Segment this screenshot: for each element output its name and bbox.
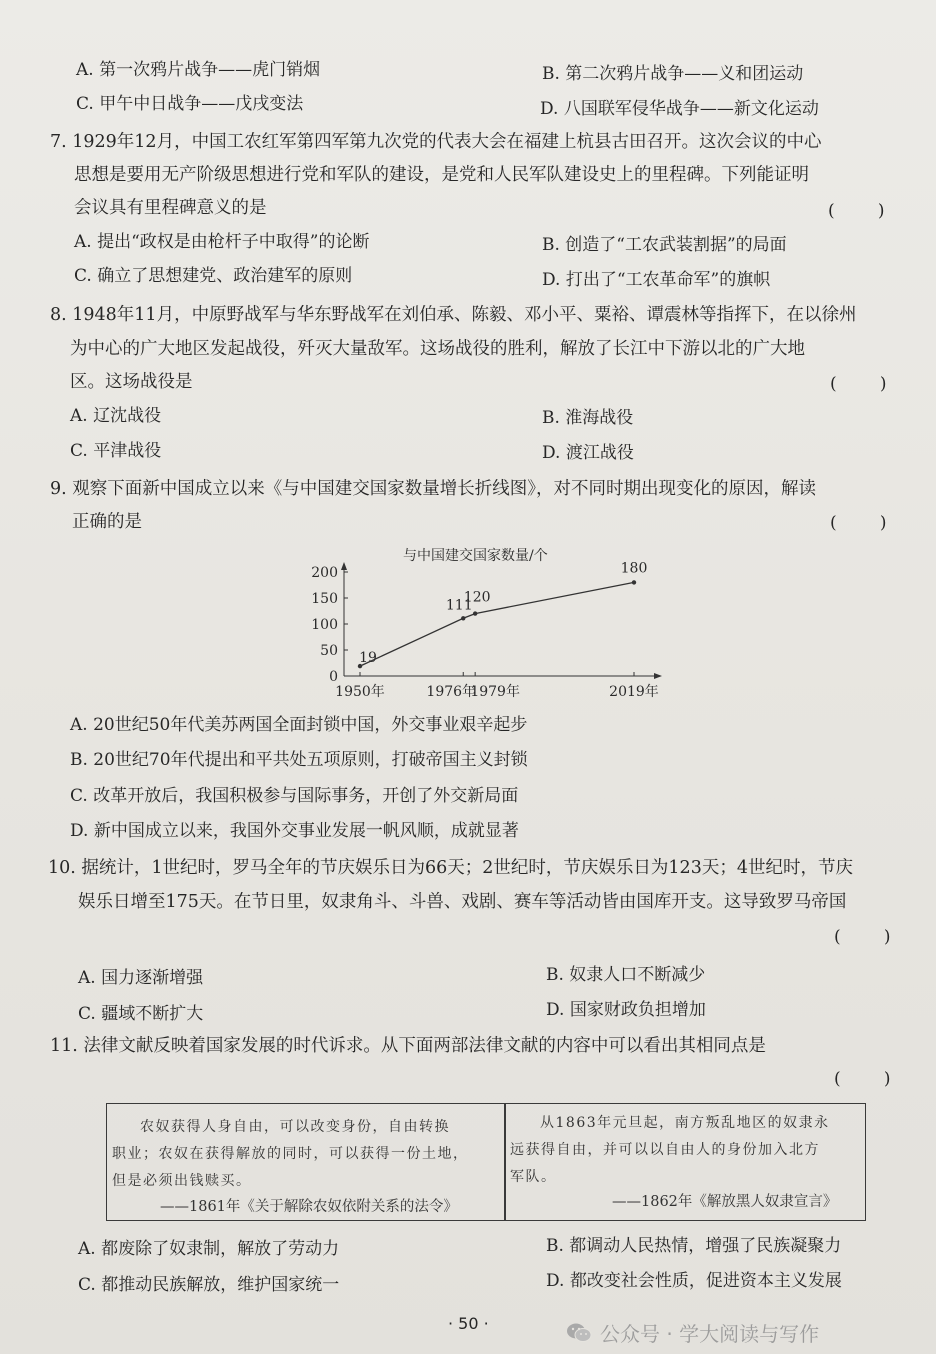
y-axis-arrow <box>341 562 347 570</box>
q6-option-d: D. 八国联军侵华战争——新文化运动 <box>540 99 819 119</box>
y-tick-label: 200 <box>311 565 338 581</box>
q7-option-b: B. 创造了“工农武装割据”的局面 <box>542 235 787 255</box>
y-tick-label: 100 <box>311 617 338 633</box>
x-tick-label: 1950年 <box>335 684 385 700</box>
q8-answer-blank: ( ) <box>830 374 887 394</box>
y-tick-label: 150 <box>311 591 338 607</box>
q7-option-d: D. 打出了“工农革命军”的旗帜 <box>542 270 771 290</box>
q9-option-c: C. 改革开放后，我国积极参与国际事务，开创了外交新局面 <box>70 786 519 806</box>
wechat-icon <box>566 1322 592 1344</box>
page-number: · 50 · <box>448 1314 489 1333</box>
doc-left-line-1: 农奴获得人身自由，可以改变身份，自由转换 <box>140 1119 450 1135</box>
q7-answer-blank: ( ) <box>828 201 885 221</box>
q7-option-a: A. 提出“政权是由枪杆子中取得”的论断 <box>74 232 370 252</box>
q8-stem-line-2: 为中心的广大地区发起战役，歼灭大量敌军。这场战役的胜利，解放了长江中下游以北的广大地 <box>70 339 805 359</box>
doc-left-line-3: 但是必须出钱赎买。 <box>112 1173 252 1189</box>
series-line <box>360 582 634 666</box>
data-point <box>632 580 636 584</box>
data-label: 120 <box>463 589 491 606</box>
doc-left-source: ——1861年《关于解除农奴依附关系的法令》 <box>160 1199 458 1215</box>
doc-right-line-3: 军队。 <box>510 1169 557 1185</box>
data-label: 180 <box>620 560 648 577</box>
q9-option-b: B. 20世纪70年代提出和平共处五项原则，打破帝国主义封锁 <box>70 750 528 770</box>
q7-stem-line-3: 会议具有里程碑意义的是 <box>74 198 267 218</box>
q7-option-c: C. 确立了思想建党、政治建军的原则 <box>74 266 353 286</box>
watermark-text: 公众号 · 学大阅读与写作 <box>600 1322 820 1346</box>
q7-stem-line-2: 思想是要用无产阶级思想进行党和军队的建设，是党和人民军队建设史上的里程碑。下列能证明 <box>74 165 809 185</box>
q8-option-c: C. 平津战役 <box>70 441 162 461</box>
q11-stem: 11. 法律文献反映着国家发展的时代诉求。从下面两部法律文献的内容中可以看出其相同点是 <box>50 1036 766 1056</box>
q10-answer-blank: ( ) <box>834 927 891 947</box>
watermark <box>566 1318 819 1347</box>
doc-right-source: ——1862年《解放黑人奴隶宣言》 <box>612 1194 838 1210</box>
data-label: 111 <box>445 597 473 614</box>
q9-stem-line-1: 9. 观察下面新中国成立以来《与中国建交国家数量增长折线图》，对不同时期出现变化的原因，解读 <box>50 479 817 499</box>
q9-option-d: D. 新中国成立以来，我国外交事业发展一帆风顺，成就显著 <box>70 821 519 841</box>
q8-stem-line-3: 区。这场战役是 <box>70 372 193 392</box>
q7-stem-line-1: 7. 1929年12月，中国工农红军第四军第九次党的代表大会在福建上杭县古田召开。这次会议的中心 <box>50 132 822 152</box>
q11-option-c: C. 都推动民族解放，维护国家统一 <box>78 1275 340 1295</box>
q9-stem-line-2: 正确的是 <box>72 512 142 532</box>
q10-option-d: D. 国家财政负担增加 <box>546 1000 706 1020</box>
q6-option-c: C. 甲午中日战争——戊戌变法 <box>76 94 304 114</box>
q9-option-a: A. 20世纪50年代美苏两国全面封锁中国，外交事业艰辛起步 <box>70 715 528 735</box>
data-point <box>461 616 465 620</box>
chart-title: 与中国建交国家数量/个 <box>403 548 548 564</box>
q10-option-c: C. 疆域不断扩大 <box>78 1004 204 1024</box>
x-tick-label: 1979年 <box>470 684 520 700</box>
data-point <box>473 611 477 615</box>
x-axis-arrow <box>654 673 662 679</box>
q10-option-a: A. 国力逐渐增强 <box>78 968 204 988</box>
q8-stem-line-1: 8. 1948年11月，中原野战军与华东野战军在刘伯承、陈毅、邓小平、粟裕、谭震林等指挥下，在以徐州 <box>50 305 857 325</box>
q10-stem-line-2: 娱乐日增至175天。在节日里，奴隶角斗、斗兽、戏剧、赛车等活动皆由国库开支。这导致罗马帝国 <box>78 892 847 912</box>
diplomatic-relations-line-chart <box>290 540 670 710</box>
x-tick-label: 1976年 <box>426 684 477 700</box>
q8-option-a: A. 辽沈战役 <box>70 406 162 426</box>
q11-option-b: B. 都调动人民热情，增强了民族凝聚力 <box>546 1236 842 1256</box>
y-tick-label: 50 <box>320 643 338 659</box>
q6-option-a: A. 第一次鸦片战争——虎门销烟 <box>76 60 321 80</box>
table-divider <box>504 1103 506 1221</box>
doc-left-line-2: 职业；农奴在获得解放的同时，可以获得一份土地， <box>112 1146 469 1162</box>
q11-option-d: D. 都改变社会性质，促进资本主义发展 <box>546 1271 842 1291</box>
y-tick-label: 0 <box>329 669 338 685</box>
q11-option-a: A. 都废除了奴隶制，解放了劳动力 <box>78 1239 340 1259</box>
q8-option-d: D. 渡江战役 <box>542 443 634 463</box>
doc-right-line-2: 远获得自由，并可以以自由人的身份加入北方 <box>510 1142 820 1158</box>
q11-answer-blank: ( ) <box>834 1069 891 1089</box>
doc-right-line-1: 从1863年元旦起，南方叛乱地区的奴隶永 <box>540 1115 830 1131</box>
q9-answer-blank: ( ) <box>830 513 887 533</box>
q10-stem-line-1: 10. 据统计，1世纪时，罗马全年的节庆娱乐日为66天；2世纪时，节庆娱乐日为123天；4世纪时，节庆 <box>48 858 853 878</box>
q6-option-b: B. 第二次鸦片战争——义和团运动 <box>542 64 804 84</box>
q10-option-b: B. 奴隶人口不断减少 <box>546 965 706 985</box>
x-tick-label: 2019年 <box>609 684 659 700</box>
q8-option-b: B. 淮海战役 <box>542 408 634 428</box>
data-label: 19 <box>359 650 377 667</box>
